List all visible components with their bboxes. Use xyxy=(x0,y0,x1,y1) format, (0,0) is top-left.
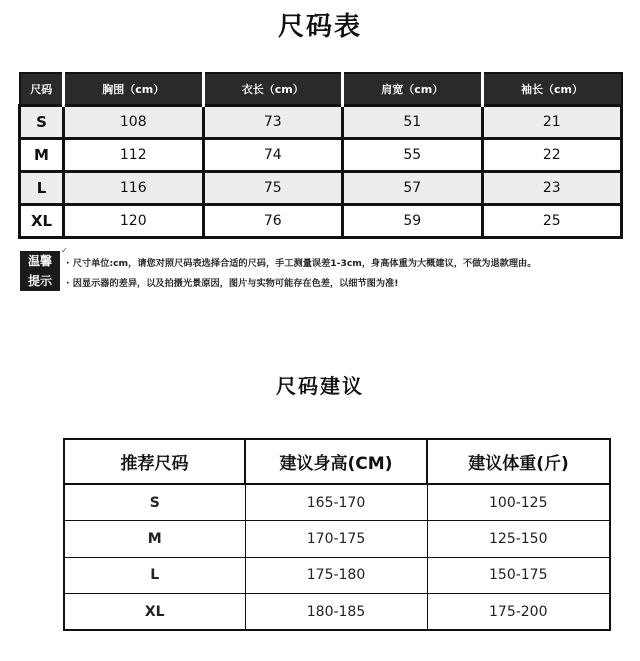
size-cell: L xyxy=(20,171,64,204)
chest-cell: 108 xyxy=(64,105,204,138)
weight-cell: 100-125 xyxy=(427,484,610,521)
length-cell: 74 xyxy=(203,138,343,171)
table-row xyxy=(20,138,622,171)
size-cell: L xyxy=(64,557,245,594)
sleeve-cell: 23 xyxy=(482,171,622,204)
header-shoulder: 肩宽（cm） xyxy=(343,73,483,105)
height-cell: 165-170 xyxy=(245,484,427,521)
weight-cell: 175-200 xyxy=(427,594,610,631)
weight-cell: 150-175 xyxy=(427,557,610,594)
size-cell: S xyxy=(20,105,64,138)
chest-cell: 120 xyxy=(64,204,204,237)
header-height: 建议身高(CM) xyxy=(245,439,427,484)
header-length: 衣长（cm） xyxy=(203,73,343,105)
table-row xyxy=(20,171,622,204)
table-row xyxy=(64,594,610,631)
shoulder-cell: 55 xyxy=(343,138,483,171)
tips-badge-line2: 提示 xyxy=(27,274,52,288)
weight-cell: 125-150 xyxy=(427,521,610,558)
table-row xyxy=(64,557,610,594)
sleeve-cell: 25 xyxy=(482,204,622,237)
size-chart-table xyxy=(18,72,623,239)
shoulder-cell: 57 xyxy=(343,171,483,204)
length-cell: 73 xyxy=(203,105,343,138)
table-row xyxy=(64,484,610,521)
length-cell: 75 xyxy=(203,171,343,204)
header-recommended-size: 推荐尺码 xyxy=(64,439,245,484)
header-size: 尺码 xyxy=(20,73,64,105)
recommendation-header-row xyxy=(64,439,610,484)
header-weight: 建议体重(斤) xyxy=(427,439,610,484)
shoulder-cell: 51 xyxy=(343,105,483,138)
size-cell: S xyxy=(64,484,245,521)
table-row xyxy=(20,105,622,138)
height-cell: 170-175 xyxy=(245,521,427,558)
table-row xyxy=(20,204,622,237)
shoulder-cell: 59 xyxy=(343,204,483,237)
size-chart-title: 尺码表 xyxy=(277,12,362,42)
check-icon: ✓ xyxy=(61,246,68,255)
size-chart-header-row xyxy=(20,73,622,105)
height-cell: 180-185 xyxy=(245,594,427,631)
sleeve-cell: 21 xyxy=(482,105,622,138)
size-cell: M xyxy=(64,521,245,558)
size-cell: XL xyxy=(64,594,245,631)
tip-text-2: · 因显示器的差异，以及拍摄光景原因，图片与实物可能存在色差，以细节图为准! xyxy=(66,278,399,289)
recommendation-title: 尺码建议 xyxy=(276,374,364,398)
header-sleeve: 袖长（cm） xyxy=(482,73,622,105)
height-cell: 175-180 xyxy=(245,557,427,594)
recommendation-table xyxy=(63,438,611,631)
length-cell: 76 xyxy=(203,204,343,237)
table-row xyxy=(64,521,610,558)
sleeve-cell: 22 xyxy=(482,138,622,171)
tips-badge xyxy=(20,251,60,291)
size-cell: M xyxy=(20,138,64,171)
chest-cell: 116 xyxy=(64,171,204,204)
tips-badge-line1: 温馨 xyxy=(27,254,52,268)
header-chest: 胸围（cm） xyxy=(64,73,204,105)
tip-text-1: · 尺寸单位:cm，请您对照尺码表选择合适的尺码，手工测量误差1-3cm，身高体重为大概建议，不做为退款理由。 xyxy=(66,258,537,269)
size-cell: XL xyxy=(20,204,64,237)
chest-cell: 112 xyxy=(64,138,204,171)
